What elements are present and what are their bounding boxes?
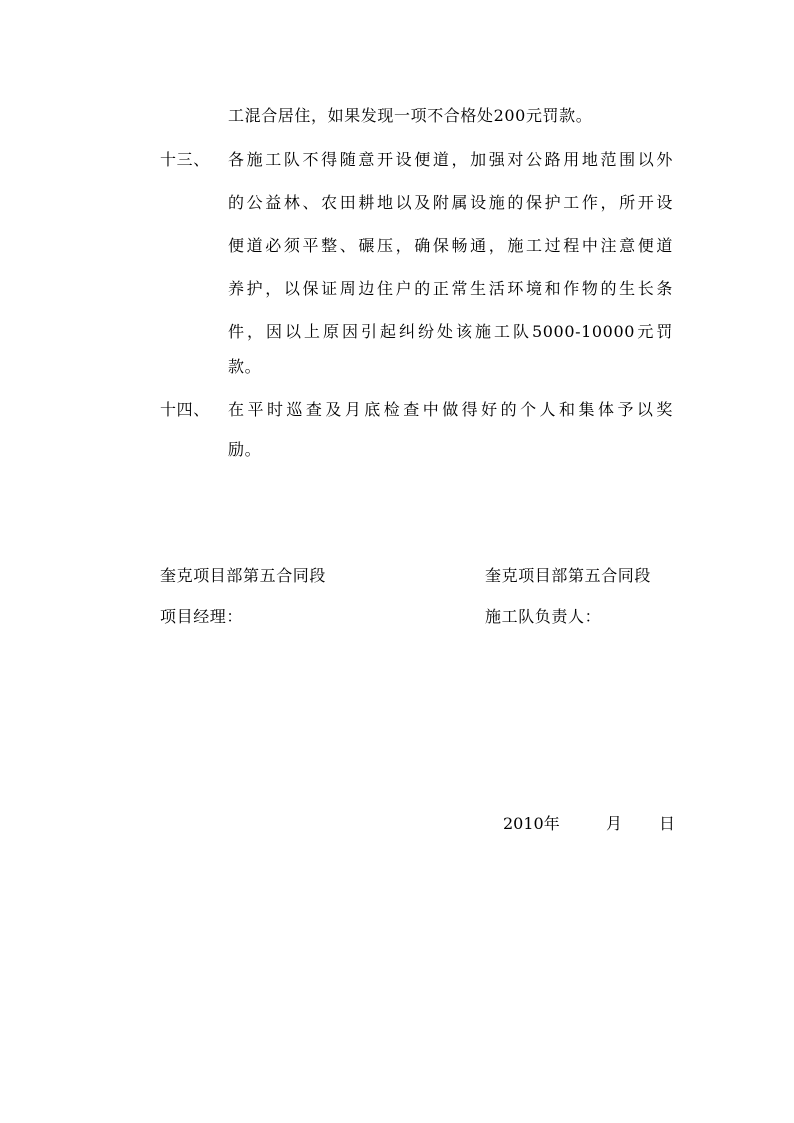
item-13-line-3: 便道必须平整、碾压，确保畅通，施工过程中注意便道 xyxy=(228,236,673,255)
item-14-line-2: 励。 xyxy=(228,440,262,459)
item-number-13: 十三、 xyxy=(160,150,210,169)
item-13-line-1: 各施工队不得随意开设便道，加强对公路用地范围以外 xyxy=(228,150,673,169)
item-13-line-2: 的公益林、农田耕地以及附属设施的保护工作，所开设 xyxy=(228,193,673,212)
item-13-line-6: 款。 xyxy=(228,357,262,376)
paragraph-continuation-line: 工混合居住，如果发现一项不合格处200元罚款。 xyxy=(228,106,593,125)
date-month: 月 xyxy=(606,814,623,833)
item-14-line-1: 在平时巡查及月底检查中做得好的个人和集体予以奖 xyxy=(228,400,673,419)
date-year: 2010年 xyxy=(503,814,560,833)
item-13-line-4: 养护，以保证周边住户的正常生活环境和作物的生长条 xyxy=(228,279,673,298)
item-13-line-5: 件，因以上原因引起纠纷处该施工队5000-10000元罚 xyxy=(228,322,673,341)
signature-right-role: 施工队负责人： xyxy=(485,607,602,626)
signature-left-organization: 奎克项目部第五合同段 xyxy=(160,566,327,585)
date-day: 日 xyxy=(659,814,676,833)
signature-right-organization: 奎克项目部第五合同段 xyxy=(485,566,652,585)
signature-left-role: 项目经理： xyxy=(160,607,244,626)
item-number-14: 十四、 xyxy=(160,400,210,419)
date-line xyxy=(503,814,675,834)
